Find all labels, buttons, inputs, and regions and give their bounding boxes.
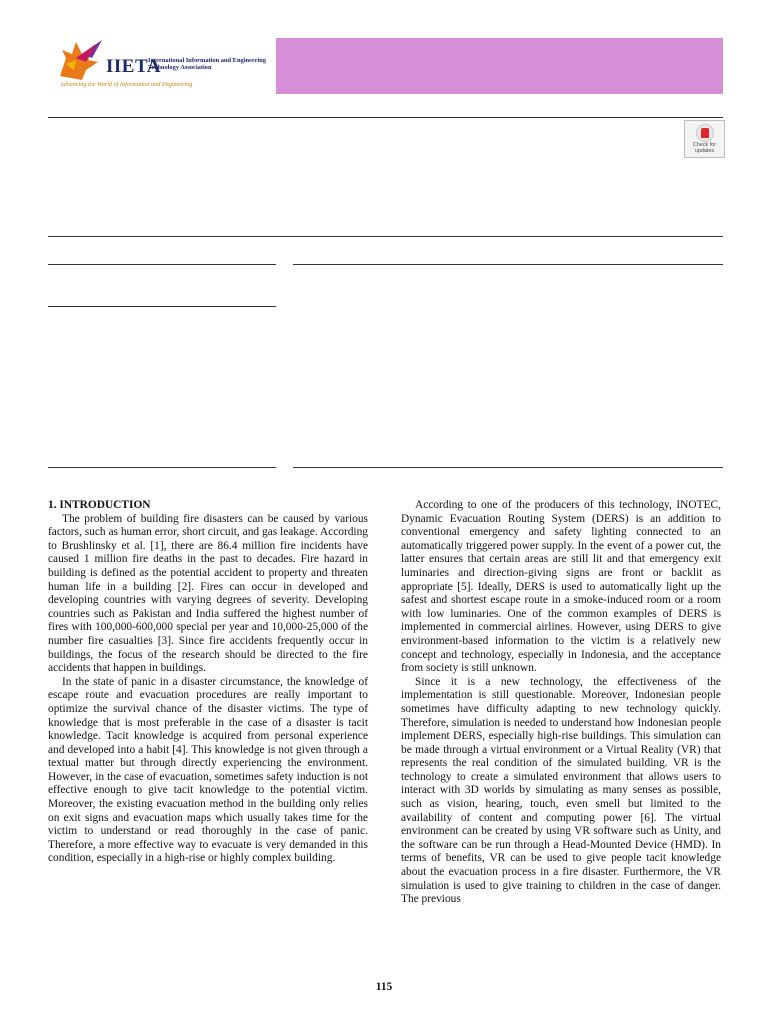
title-block-rule xyxy=(48,236,723,237)
page-number: 115 xyxy=(375,981,393,993)
logo-acronym: IIETA xyxy=(106,56,161,77)
article-info-rule-bottom xyxy=(48,467,276,468)
journal-title-band xyxy=(276,38,723,94)
maple-leaf-logo-icon xyxy=(52,40,106,82)
crossmark-icon xyxy=(696,124,714,142)
abstract-rule-top xyxy=(293,264,723,265)
logo-tagline: Advancing the World of Information and Engineering xyxy=(60,81,193,88)
section-heading: 1. INTRODUCTION xyxy=(48,499,151,511)
paragraph: In the state of panic in a disaster circumstance, the knowledge of escape route and evacuation procedures are really important to optimize the survival chance of the disaster victims. The type of knowledge that is most preferable in the case of a disaster is tacit knowledge. Tacit knowledge is acquired from personal experience and developed into a habit [4]. This knowledge is not given through a textual matter but through directly experiencing the environment. However, in the case of evacuation, sometimes safety induction is not effective enough to give tacit knowledge to the potential victim. Moreover, the existing evacuation method in the building only relies on exit signs and evacuation maps which usually takes time for the victim to understand or read thoroughly in the case of panic. Therefore, a more effective way to evacuate is very demanded in this condition, especially in a high-rise or highly complex building. xyxy=(48,675,368,865)
paragraph: According to one of the producers of this technology, INOTEC, Dynamic Evacuation Routing System (DERS) is an addition to conventional emergency and safety lighting connected to an automatically triggered power supply. In the event of a power cut, the latter ensures that certain areas are still lit and that emergency exit luminaries and direction-giving signs are front or backlit as appropriate [5]. Ideally, DERS is used to automatically light up the safest and shortest escape route in a smoke-induced room or a room with low luminaries. One of the common examples of DERS is implemented in commercial airlines. However, using DERS to give environment-based information to the victim is a relatively new concept and technology, especially in Indonesia, and the acceptance from society is still unknown. xyxy=(401,499,721,675)
abstract-rule-bottom xyxy=(293,467,723,468)
left-column xyxy=(48,499,368,866)
badge-label: Check for updates xyxy=(692,142,717,154)
right-column xyxy=(401,499,721,907)
paragraph: The problem of building fire disasters can be caused by various factors, such as human error, short circuit, and gas leakage. According to Brushlinsky et al. [1], there are 86.4 million fire incidents have caused 1 million fire deaths in the past to decades. Fire hazard in building is defined as the potential accident to property and threaten human life in a building [2]. Fires can occur in developed and developing countries with varying degrees of severity. Developing countries such as Pakistan and India suffered the highest number of fires with 100,000-600,000 special per year and 10,000-25,000 of the number fire casualties [3]. Since fire accidents frequently occur in buildings, the focus of the research should be directed to the fire accidents that happen in buildings. xyxy=(48,512,368,675)
article-info-rule-top xyxy=(48,264,276,265)
check-for-updates-badge[interactable] xyxy=(684,120,725,158)
iieta-logo xyxy=(48,38,278,94)
logo-org-name: International Information and Engineering Technology Association xyxy=(148,57,267,71)
header-rule xyxy=(48,117,723,118)
paragraph: Since it is a new technology, the effectiveness of the implementation is still questionable. Moreover, Indonesian people sometimes have difficulty adapting to new technology quickly. Therefore, simulation is needed to understand how Indonesian people implement DERS, especially high-rise buildings. This simulation can be made through a virtual environment or a Virtual Reality (VR) that represents the real condition of the simulated building. VR is the technology to create a simulated environment that allows users to interact with 3D worlds by simulating as many senses as possible, such as vision, hearing, touch, even smell but limited to the availability of content and computing power [6]. The virtual environment can be created by using VR software such as Unity, and the software can be run through a Head-Mounted Device (HMD). In terms of benefits, VR can be used to give people tacit knowledge about the evacuation process in a fire disaster. Furthermore, the VR simulation is used to give training to children in the case of danger. The previous xyxy=(401,675,721,906)
keywords-rule xyxy=(48,306,276,307)
